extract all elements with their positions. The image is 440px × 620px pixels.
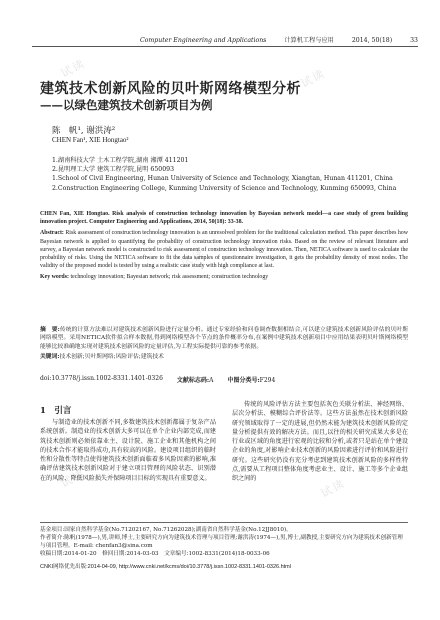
page-number: 33: [410, 37, 418, 44]
body-column-left: 与制造业的技术创新不同,多数建筑技术创新都属于复杂产品系统创新。制造业的技术创新大多可以在单个企业内部完成,而建筑技术创新则必须依靠业主、设计院、施工企业和其他机构之间的技术合作才能取得成功,具有较高的风险。建设项目组织的临时性和分散性等特点使得建筑技术创新面临着多风险因素的影响,准确评估建筑技术创新风险对于建立项目管理的风险状态、识别潜在的风险、降低风险损失并保障项目目标的实现具有重要意义。: [40, 419, 216, 482]
keywords: technology innovation; Bayesian network; risk assessment; construction technology: [70, 274, 269, 281]
cnki-line: CNKI网络优先出版:2014-04-09, http://www.cnki.net/kcms/doi/10.3778/j.issn.1002-8331.1401-0326.html: [40, 564, 291, 570]
footnote-author: 作者简介:陈帆(1978—),男,讲师,博士,主要研究方向为建筑技术管理与项目管理;谢洪涛(1974—),男,博士,副教授,主要研究方向为建筑技术创新管理与项目管理。E-mail: chenfan3@sina.com: [40, 535, 403, 549]
clc-label: 中图分类号:: [227, 377, 260, 384]
abstract-cn-label: 摘 要:: [40, 327, 60, 333]
journal-name: Computer Engineering and Applications: [139, 37, 267, 44]
keywords-cn: 技术创新;贝叶斯网络;风险评估;建筑技术: [59, 353, 164, 360]
abstract-text: Risk assessment of construction technology innovation is an unresolved problem for the traditional calculation method. This paper describes how Bayesian network is applied to quantifying the probability of construction technology innovation risks. Based on the review of relevant literature and survey, a Bayesian network model is constructed to risk assessment of construction technology innovation. Then, NETICA software is used to calculate the probability of risks. Using the NETICA software to fit the data samples of questionnaire investigation, it gets the probability density of most nodes. The validity of the proposed model is tested by using a realistic case study with high compliance at last.: [40, 230, 408, 270]
affiliation: 2.Construction Engineering College, Kunming University of Science and Technology, Kunming 650093, China: [52, 184, 397, 192]
abstract-cn: [40, 326, 408, 361]
doi: doi:10.3778/j.issn.1002-8331.1401-0326: [40, 375, 163, 382]
abstract-en: [40, 210, 408, 282]
journal-name-cn: 计算机工程与应用: [284, 37, 334, 44]
authors-en: CHEN Fan¹, XIE Hongtao²: [52, 136, 129, 144]
clc: F294: [259, 377, 276, 384]
running-header: [32, 30, 418, 47]
watermark: 试读: [58, 466, 88, 491]
citation: CHEN Fan, XIE Hongtao. Risk analysis of construction technology innovation by Bayesian network model—a case study of green building innovation project. Computer Engineering and Applications, 2014, 50(18): 33-38.: [40, 211, 408, 226]
watermark: 试读: [298, 66, 328, 91]
authors-cn: 陈 帆¹, 谢洪涛²: [52, 126, 116, 136]
watermark: 试读: [178, 246, 208, 271]
paper-title: 建筑技术创新风险的贝叶斯网络模型分析: [40, 81, 301, 97]
abstract-label: Abstract:: [40, 230, 64, 237]
affiliation: 1.School of Civil Engineering, Hunan University of Science and Technology, Xiangtan, Hunan 411201, China: [52, 175, 393, 183]
affiliation: 2.昆明理工大学 建筑工程学院,昆明 650093: [52, 166, 175, 174]
affiliations: [52, 156, 412, 193]
section-heading: 1 引言: [40, 406, 72, 416]
footnotes: [40, 522, 408, 558]
watermark: 试读: [58, 56, 88, 81]
footnote-fund: 基金项目:国家自然科学基金(No.71202167, No.71262028);湖南省自然科学基金(No.12JJ8010)。: [40, 527, 292, 533]
body-column-right: 传统的风险评估方法主要包括灰色关联分析法、神经网络、层次分析法、模糊综合评价法等。这些方法虽然在技术创新风险研究领域取得了一定的进展,但仍然未能为建筑技术创新风险的定量分析提供有效的解决方法。而且,以往的相关研究成果大多是在行业或区域的角度进行宏观的比较和分析,或者只是站在单个建设企业的角度,对影响企业技术创新的风险因素进行评价和风险进行研究。这些研究仍没有充分考虑到建筑技术创新风险的多样性特点,需要从工程项目整体角度考虑业主、设计、施工等多个企业组织之间的: [232, 401, 408, 483]
keywords-label: Key words:: [40, 274, 69, 281]
doc-code-label: 文献标志码:: [176, 377, 210, 384]
classification: [40, 375, 275, 384]
paper-subtitle: ——以绿色建筑技术创新项目为例: [40, 98, 213, 112]
abstract-cn-text: 传统的计算方法难以对建筑技术创新风险进行定量分析。通过专家经验和问卷调查数据相结合,可以建立建筑技术创新风险评估的贝叶斯网络模型。采用NETICA软件拟合样本数据,得到网络模型各个节点的条件概率分布,在案例中建筑技术创新项目中应用结果表明贝叶斯网络模型能够比较准确地实现对建筑技术创新风险的定量评估,为工程实际提供可靠的参考依据。: [40, 327, 408, 350]
footnote-dates: 收稿日期:2014-01-20 修回日期:2014-03-03 文章编号:1002-8331(2014)18-0033-06: [40, 551, 270, 557]
affiliation: 1.湖南科技大学 土木工程学院,湖南 湘潭 411201: [52, 157, 189, 164]
watermark: 试读: [318, 476, 348, 501]
keywords-cn-label: 关键词:: [40, 353, 60, 360]
doc-code: A: [209, 377, 214, 384]
issue: 2014, 50(18): [351, 37, 393, 44]
